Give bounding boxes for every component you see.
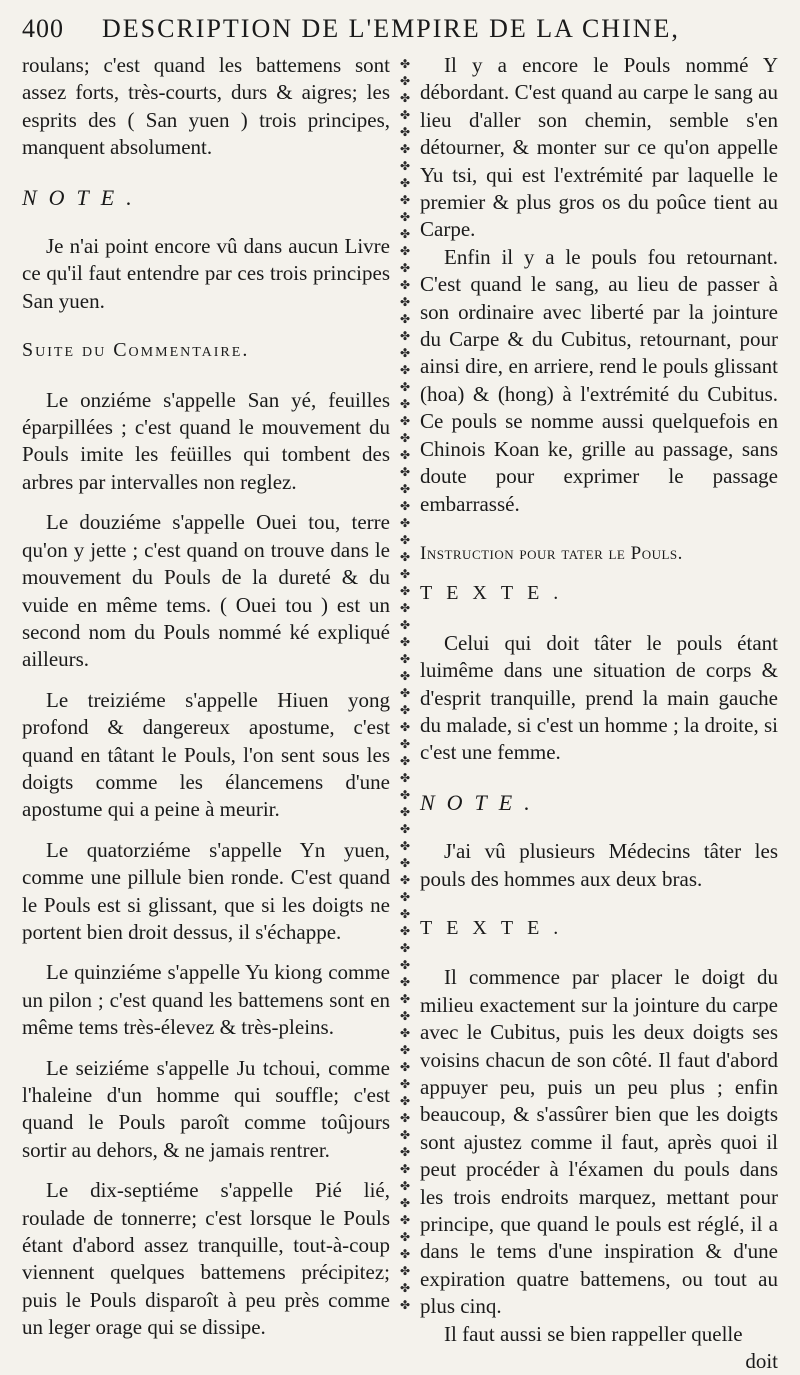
texte-heading: TEXTE. <box>420 582 573 605</box>
paragraph: Le quatorziéme s'appelle Yn yuen, comme une pillule bien ronde. C'est quand le Pouls est si glissant, que si les doigts ne portent bien droit dessus, il s'échappe. <box>22 837 390 944</box>
left-column <box>22 52 390 1342</box>
paragraph: Le onziéme s'appelle San yé, feuilles éparpillées ; c'est quand le mouvement du Pouls imite les feüilles qui tombent des arbres par intervalles non reglez. <box>22 387 390 494</box>
paragraph: Il y a encore le Pouls nommé Y débordant. C'est quand au carpe le sang au lieu d'aller son chemin, semble s'en détourner, & monter sur ce qu'on appelle Yu tsi, qui est l'extrémité par laquelle le premier & plus gros os du poûce tient au Carpe. <box>420 53 778 242</box>
paragraph: Il faut aussi se bien rappeller quelle <box>444 1321 743 1346</box>
paragraph: Le treiziéme s'appelle Hiuen yong profond & dangereux apostume, c'est quand en tâtant le Pouls, l'on sent sous les doigts comme les élancemens d'une apostume qui a peine à meurir. <box>22 687 390 822</box>
paragraph: J'ai vû plusieurs Médecins tâter les pouls des hommes aux deux bras. <box>420 839 778 891</box>
ornamental-column-divider: ✤✤✤✤✤✤✤✤✤✤✤✤✤✤✤✤✤✤✤✤✤✤✤✤✤✤✤✤✤✤✤✤✤✤✤✤✤✤✤✤✤✤✤✤✤✤✤✤✤✤✤✤✤✤✤✤✤✤✤✤✤✤✤✤✤✤✤✤✤✤✤✤✤✤ <box>399 57 411 1312</box>
paragraph: Le douziéme s'appelle Ouei tou, terre qu'on y jette ; c'est quand on trouve dans le mouvement du Pouls de la dureté & du vuide en même tems. ( Ouei tou ) est un second nom du Pouls nommé ké expliqué ailleurs. <box>22 510 390 672</box>
section-heading: Instruction pour tater le Pouls. <box>420 542 683 564</box>
paragraph: roulans; c'est quand les battemens sont assez forts, très-courts, durs & aigres; les esprits des ( San yuen ) trois principes, manquent absolument. <box>22 53 390 160</box>
section-heading: Suite du Commentaire. <box>22 339 250 362</box>
running-title: DESCRIPTION DE L'EMPIRE DE LA CHINE, <box>102 14 680 43</box>
right-column <box>420 52 778 1375</box>
note-heading: NOTE. <box>420 789 542 815</box>
paragraph: Enfin il y a le pouls fou retournant. C'est quand le sang, au lieu de passer à son ordinaire avec liberté par la jointure du Carpe & du Cubitus, retournant, pour ainsi dire, en arriere, rend le pouls glissant (hoa) & (hong) à l'extrémité du Cubitus. Ce pouls se nomme aussi quelquefois en Chinois Koan ke, grille au passage, sans doute pour exprimer le passage embarrassé. <box>420 244 778 516</box>
page-header <box>22 14 782 54</box>
paragraph: Celui qui doit tâter le pouls étant luimême dans une situation de corps & d'esprit tranquille, prend la main gauche du malade, si c'est un homme ; la droite, si c'est une femme. <box>420 630 778 765</box>
note-heading: NOTE. <box>22 184 144 210</box>
paragraph: Le dix-septiéme s'appelle Pié lié, roulade de tonnerre; c'est lorsque le Pouls étant d'abord assez tranquille, tout-à-coup viennent quelques battemens précipitez; puis le Pouls disparoît à peu près comme un leger orage qui se dissipe. <box>22 1178 390 1340</box>
paragraph: Le seiziéme s'appelle Ju tchoui, comme l'haleine d'un homme qui souffle; c'est quand le Pouls paroît comme toûjours sortir au dehors, & ne jamais rentrer. <box>22 1055 390 1162</box>
page-number: 400 <box>22 14 64 43</box>
paragraph: Je n'ai point encore vû dans aucun Livre ce qu'il faut entendre par ces trois principes San yuen. <box>22 234 390 313</box>
paragraph: Le quinziéme s'appelle Yu kiong comme un pilon ; c'est quand les battemens sont en même tems très-élevez & très-pleins. <box>22 960 390 1040</box>
texte-heading: TEXTE. <box>420 916 573 939</box>
catchword: doit <box>745 1349 778 1374</box>
paragraph: Il commence par placer le doigt du milieu exactement sur la jointure du carpe avec le Cubitus, puis les deux doigts ses voisins chacun de son côté. Il faut d'abord appuyer peu, puis un peu plus ; enfin beaucoup, & s'assûrer bien que les doigts sont ajustez comme il faut, après quoi il peut procéder à l'éxamen du pouls dans les trois endroits marquez, mettant pour principe, que quand le pouls est réglé, il a dans le tems d'une inspiration & d'une expiration quatre battemens, ou tout au plus cinq. <box>420 965 778 1319</box>
